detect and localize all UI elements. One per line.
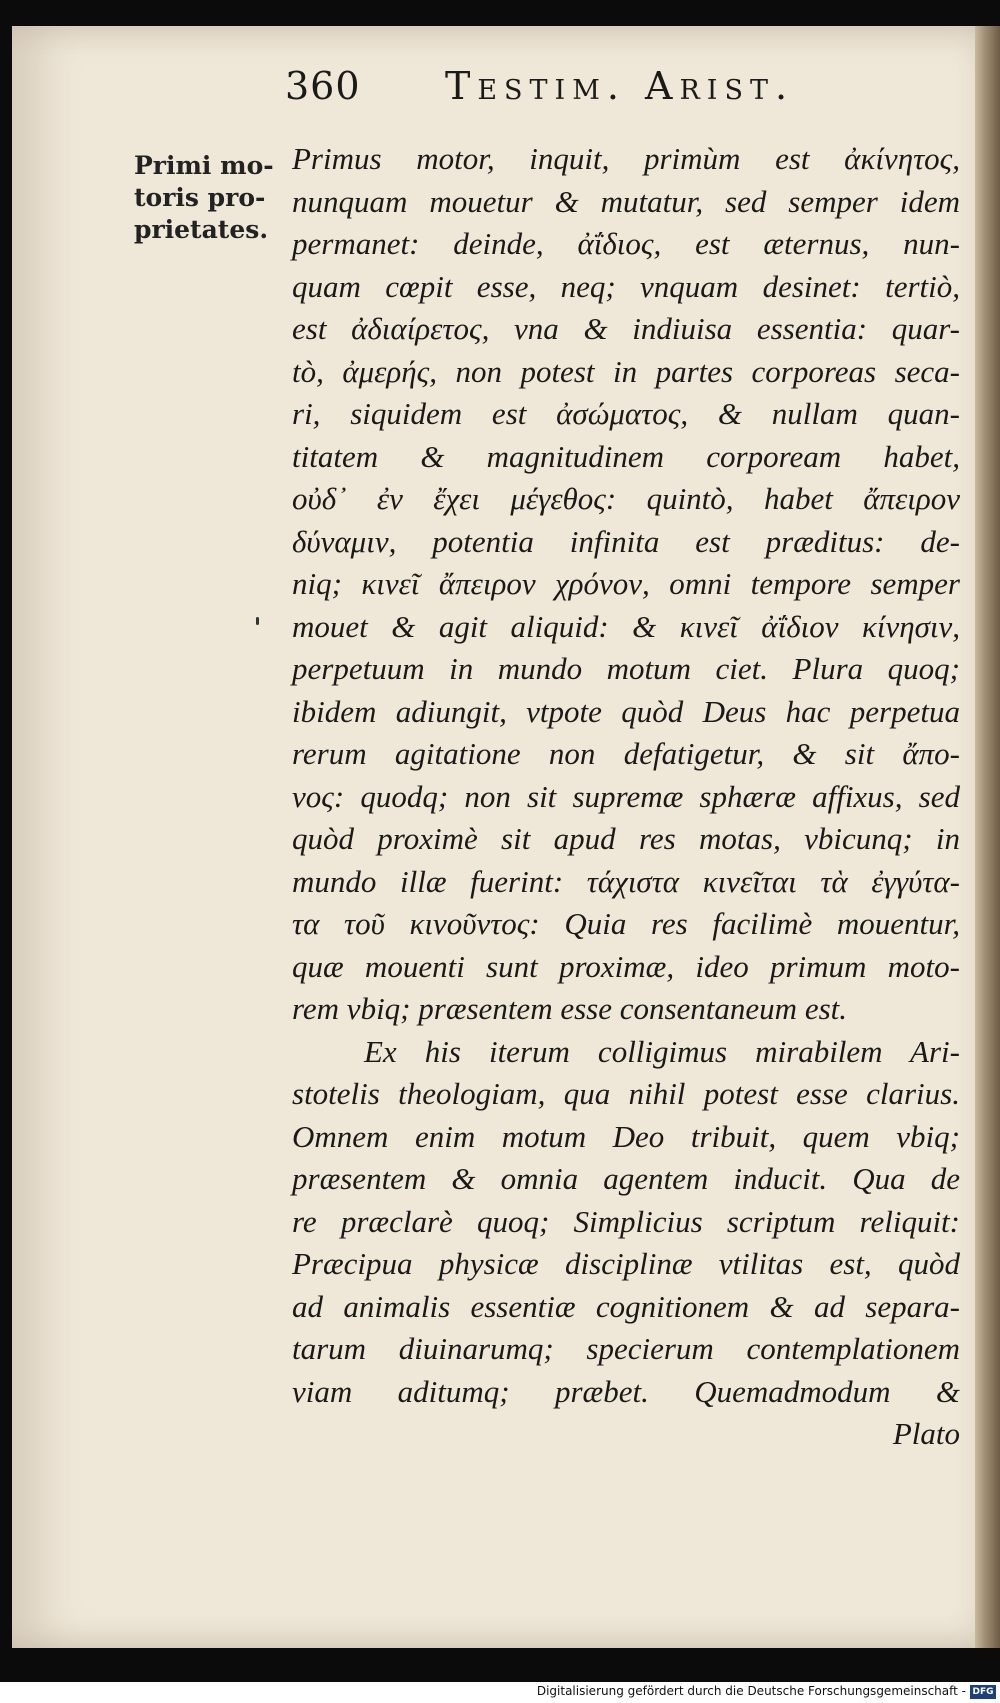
dfg-logo: DFG: [970, 1685, 996, 1699]
footer-bar: [0, 1682, 1000, 1703]
text-line: quæ mouenti sunt proximæ, ideo primum moto-: [292, 948, 960, 984]
text-line: Præcipua physicæ disciplinæ vtilitas est, quòd: [292, 1246, 960, 1281]
page-number: 360: [285, 64, 361, 108]
text-line: tò, ἀμερής, non potest in partes corporeas seca-: [292, 353, 960, 389]
text-line: niq; κινεῖ ἄπειρον χρόνον, omni tempore semper: [292, 566, 960, 601]
text-line: re præclarè quoq; Simplicius scriptum reliquit:: [292, 1203, 960, 1239]
text-line: viam aditumq; præbet. Quemadmodum &: [292, 1373, 960, 1409]
text-line: ri, siquidem est ἀσώματος, & nullam quan-: [292, 396, 960, 431]
ink-speck: [256, 617, 259, 625]
text-line: δύναμιν, potentia infinita est præditus: de-: [292, 523, 960, 559]
text-line: οὐδ᾽ ἐν ἔχει μέγεθος: quintò, habet ἄπειρον: [292, 481, 960, 516]
marginal-note-line: prietates.: [134, 215, 269, 244]
text-line: est ἀδιαίρετος, vna & indiuisa essentia: quar-: [292, 311, 960, 346]
text-line: rerum agitatione non defatigetur, & sit ἄπο-: [292, 736, 960, 771]
text-line: ad animalis essentiæ cognitionem & ad separa-: [292, 1288, 960, 1324]
text-line: Primus motor, inquit, primùm est ἀκίνητος,: [292, 141, 960, 176]
text-line: titatem & magnitudinem corpoream habet,: [292, 438, 960, 474]
body-text: [292, 138, 960, 1456]
text-line: quam cœpit esse, neq; vnquam desinet: tertiò,: [292, 268, 960, 304]
marginal-note-line: Primi mo-: [134, 151, 274, 180]
running-head: Testim. Arist.: [445, 64, 795, 108]
text-line: ibidem adiungit, vtpote quòd Deus hac perpetua: [292, 693, 960, 729]
text-line: præsentem & omnia agentem inducit. Qua de: [292, 1161, 960, 1196]
text-line: rem vbiq; præsentem esse consentaneum est.: [292, 991, 848, 1026]
text-line: permanet: deinde, ἀΐδιος, est æternus, nun-: [292, 226, 960, 261]
text-line: νος: quodq; non sit supremæ sphæræ affixus, sed: [292, 778, 960, 814]
page-edge: [975, 26, 1000, 1648]
text-line: stotelis theologiam, qua nihil potest esse clarius.: [292, 1076, 960, 1111]
page-header: [285, 64, 945, 124]
marginal-note: [134, 150, 284, 246]
text-line: Omnem enim motum Deo tribuit, quem vbiq;: [292, 1118, 960, 1154]
text-line: mundo illæ fuerint: τάχιστα κινεῖται τὰ ἐγγύτα-: [292, 863, 960, 899]
text-line: quòd proximè sit apud res motas, vbicunq; in: [292, 821, 960, 856]
text-line: nunquam mouetur & mutatur, sed semper idem: [292, 183, 960, 219]
text-line: mouet & agit aliquid: & κινεῖ ἀΐδιον κίνησιν,: [292, 608, 960, 644]
text-line: Ex his iterum colligimus mirabilem Ari-: [364, 1033, 960, 1069]
funding-notice: Digitalisierung gefördert durch die Deutsche Forschungsgemeinschaft -: [536, 1684, 966, 1698]
text-line: tarum diuinarumq; specierum contemplationem: [292, 1331, 960, 1366]
catchword: Plato: [892, 1416, 960, 1451]
text-line: perpetuum in mundo motum ciet. Plura quoq;: [292, 651, 960, 686]
text-line: τα τοῦ κινοῦντος: Quia res facilimè mouentur,: [292, 906, 960, 941]
marginal-note-line: toris pro-: [134, 183, 266, 212]
